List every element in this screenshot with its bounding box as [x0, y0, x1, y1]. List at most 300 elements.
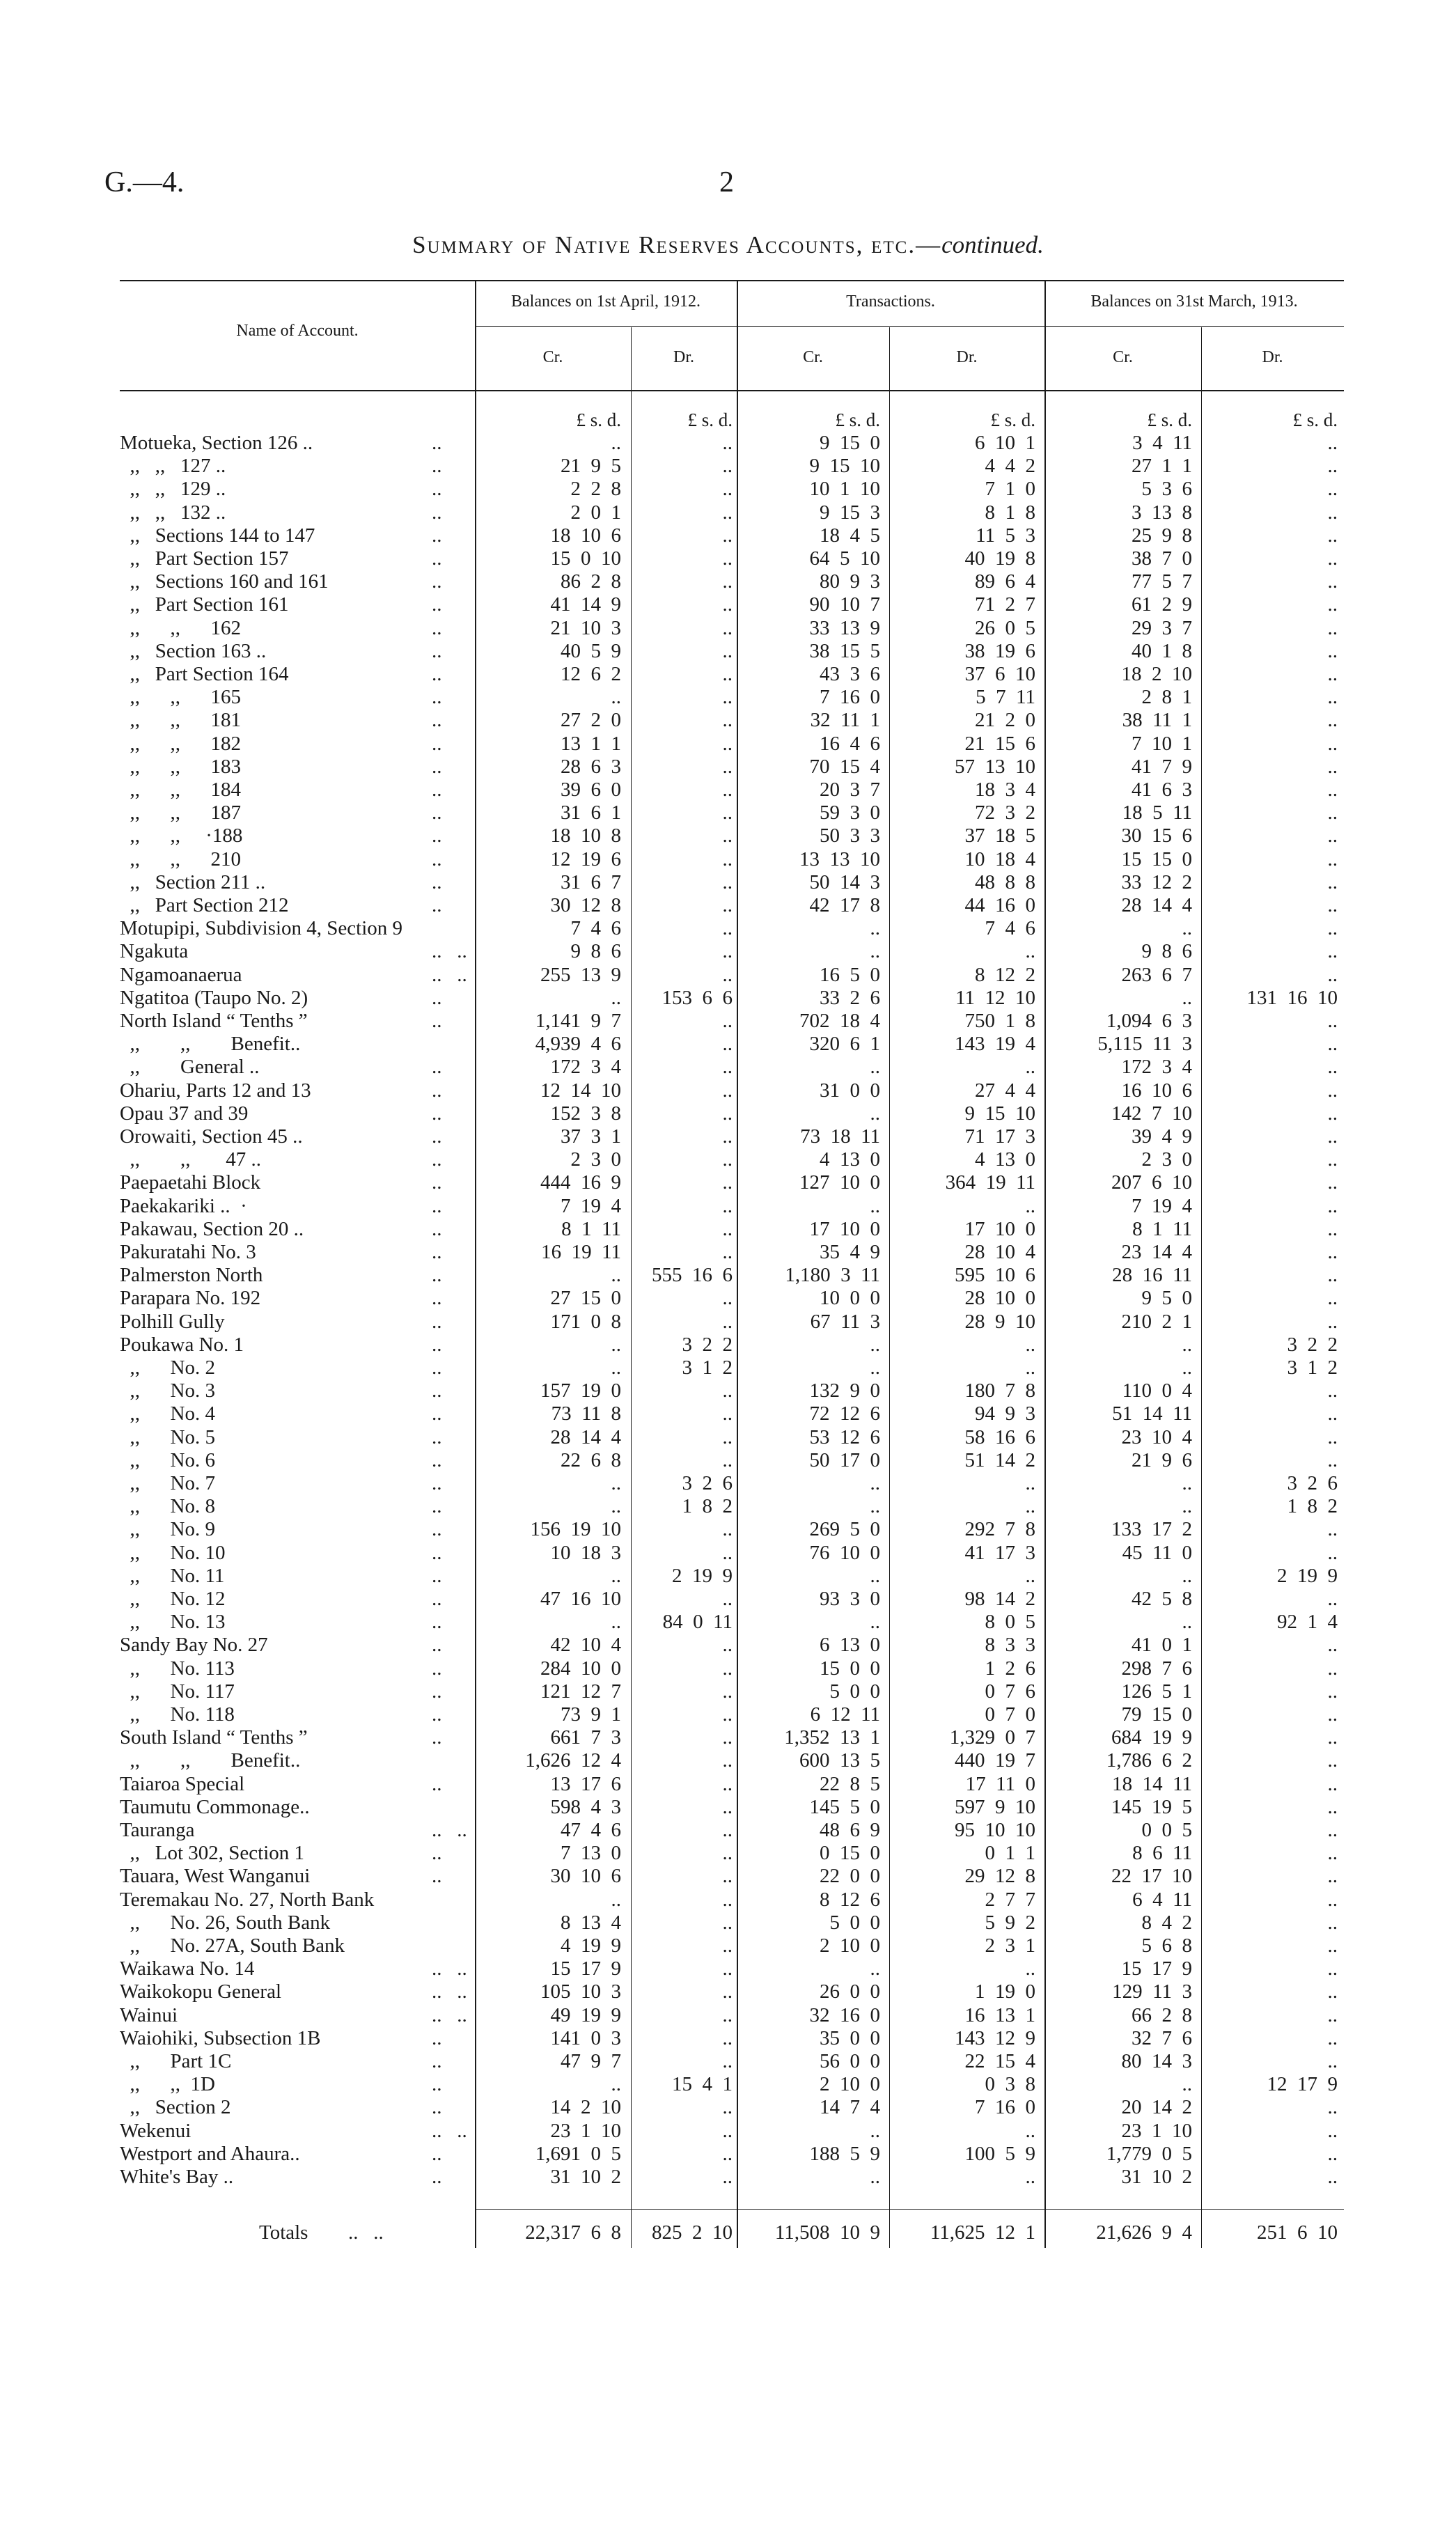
amount-cell: ..: [722, 1542, 733, 1564]
account-name: ,, ,, 165: [120, 686, 241, 708]
amount-cell: ..: [722, 686, 733, 708]
amount-cell: 26 0 0: [820, 1980, 880, 2003]
account-name: Palmerston North: [120, 1264, 263, 1286]
amount-cell: ..: [1025, 1472, 1035, 1494]
amount-cell: 143 12 9: [955, 2027, 1035, 2049]
account-name: ,, ,, 183: [120, 756, 241, 778]
amount-cell: ..: [722, 1033, 733, 1055]
leader-dots: ..: [432, 547, 442, 570]
amount-cell: 6 12 11: [810, 1703, 880, 1726]
account-name: Opau 37 and 39: [120, 1102, 249, 1125]
leader-dots: ..: [432, 733, 442, 755]
amount-cell: 1,329 0 7: [949, 1726, 1035, 1749]
amount-cell: ..: [722, 640, 733, 662]
amount-cell: 11 5 3: [976, 524, 1035, 547]
amount-cell: ..: [722, 824, 733, 847]
amount-cell: 15 17 9: [1121, 1957, 1192, 1980]
amount-cell: 15 4 1: [672, 2073, 733, 2095]
amount-cell: 92 1 4: [1277, 1611, 1338, 1633]
amount-cell: 22 17 10: [1111, 1865, 1192, 1887]
account-name: ,, Part Section 161: [120, 593, 289, 616]
amount-cell: ..: [1327, 1819, 1338, 1841]
amount-cell: ..: [722, 1518, 733, 1540]
account-name: ,, ,, 127 ..: [120, 455, 226, 477]
leader-dots: ..: [432, 663, 442, 685]
amount-cell: 80 14 3: [1121, 2050, 1192, 2072]
opening-dr-heading: Dr.: [673, 348, 694, 366]
amount-cell: 70 15 4: [809, 756, 880, 778]
amount-cell: 0 0 5: [1141, 1819, 1192, 1841]
amount-cell: ..: [1327, 1195, 1338, 1217]
amount-cell: ..: [722, 1889, 733, 1911]
leader-dots: ..: [432, 1426, 442, 1448]
amount-cell: 152 3 8: [550, 1102, 621, 1125]
leader-dots: ..: [432, 432, 442, 454]
amount-cell: 16 5 0: [820, 964, 880, 986]
leader-dots: .. ..: [432, 1980, 467, 2003]
leader-dots: ..: [432, 501, 442, 524]
amount-cell: 4 13 0: [975, 1148, 1035, 1171]
amount-cell: 28 10 4: [964, 1241, 1035, 1263]
amount-cell: 23 1 10: [550, 2120, 621, 2142]
amount-cell: 2 2 8: [570, 478, 621, 500]
amount-cell: 269 5 0: [809, 1518, 880, 1540]
amount-cell: 5 3 6: [1141, 478, 1192, 500]
account-name: ,, No. 13: [120, 1611, 226, 1633]
amount-cell: ..: [1327, 1749, 1338, 1772]
amount-cell: 1,786 6 2: [1106, 1749, 1192, 1772]
amount-cell: ..: [1327, 894, 1338, 916]
amount-cell: 7 4 6: [570, 917, 621, 939]
amount-cell: ..: [611, 2073, 621, 2095]
amount-cell: 3 2 6: [1287, 1472, 1338, 1494]
amount-cell: 18 5 11: [1122, 802, 1192, 824]
leader-dots: .. ..: [432, 2120, 467, 2142]
amount-cell: 8 12 2: [975, 964, 1035, 986]
amount-cell: 4 4 2: [985, 455, 1035, 477]
amount-cell: ..: [1327, 1680, 1338, 1703]
amount-cell: 141 0 3: [550, 2027, 621, 2049]
account-name: ,, No. 117: [120, 1680, 235, 1703]
amount-cell: 4 13 0: [820, 1148, 880, 1171]
leader-dots: ..: [432, 756, 442, 778]
amount-cell: 40 1 8: [1132, 640, 1192, 662]
account-name: Waikawa No. 14: [120, 1957, 255, 1980]
amount-cell: 1,141 9 7: [535, 1010, 621, 1032]
amount-cell: ..: [1327, 2096, 1338, 2118]
amount-cell: ..: [611, 1472, 621, 1494]
amount-cell: 41 7 9: [1132, 756, 1192, 778]
account-name: ,, ,, Benefit..: [120, 1033, 301, 1055]
unit-header: £ s. d.: [1292, 409, 1338, 430]
account-name: ,, ,, 210: [120, 848, 241, 870]
account-name: Wekenui: [120, 2120, 191, 2142]
unit-header: £ s. d.: [990, 409, 1035, 430]
total-amount-cell: 11,625 12 1: [930, 2221, 1035, 2244]
leader-dots: .. ..: [432, 1819, 467, 1841]
amount-cell: 156 19 10: [530, 1518, 621, 1540]
account-name: Poukawa No. 1: [120, 1334, 244, 1356]
amount-cell: ..: [722, 1449, 733, 1471]
amount-cell: ..: [722, 1195, 733, 1217]
account-name: Tauara, West Wanganui: [120, 1865, 311, 1887]
amount-cell: 5 0 0: [829, 1912, 880, 1934]
amount-cell: ..: [1327, 432, 1338, 454]
amount-cell: 100 5 9: [964, 2143, 1035, 2165]
amount-cell: ..: [722, 1171, 733, 1194]
account-name: ,, ,, 132 ..: [120, 501, 226, 524]
amount-cell: ..: [1025, 1495, 1035, 1517]
amount-cell: 21 2 0: [975, 709, 1035, 731]
amount-cell: ..: [722, 1634, 733, 1656]
amount-cell: 56 0 0: [820, 2050, 880, 2072]
amount-cell: 1,691 0 5: [535, 2143, 621, 2165]
amount-cell: 89 6 4: [975, 570, 1035, 593]
amount-cell: 2 19 9: [672, 1565, 733, 1587]
amount-cell: 9 15 3: [820, 501, 880, 524]
amount-cell: ..: [722, 917, 733, 939]
amount-cell: ..: [1327, 1842, 1338, 1864]
amount-cell: 1,626 12 4: [525, 1749, 621, 1772]
amount-cell: 298 7 6: [1121, 1657, 1192, 1680]
transactions-heading: Transactions.: [846, 292, 935, 311]
leader-dots: ..: [432, 1171, 442, 1194]
amount-cell: ..: [722, 1749, 733, 1772]
account-name: ,, Part 1C: [120, 2050, 232, 2072]
leader-dots: ..: [432, 848, 442, 870]
amount-cell: ..: [1327, 940, 1338, 962]
amount-cell: ..: [1327, 1379, 1338, 1402]
account-name: ,, General ..: [120, 1056, 260, 1078]
amount-cell: 3 2 2: [1287, 1334, 1338, 1356]
amount-cell: ..: [722, 802, 733, 824]
amount-cell: 129 11 3: [1112, 1980, 1192, 2003]
amount-cell: 43 3 6: [820, 663, 880, 685]
amount-cell: 5 7 11: [976, 686, 1035, 708]
amount-cell: 8 1 8: [985, 501, 1035, 524]
amount-cell: 13 17 6: [550, 1773, 621, 1795]
amount-cell: 17 11 0: [965, 1773, 1035, 1795]
leader-dots: ..: [432, 2096, 442, 2118]
closing-balance-heading: Balances on 31st March, 1913.: [1090, 292, 1298, 311]
leader-dots: ..: [432, 987, 442, 1009]
amount-cell: ..: [722, 1842, 733, 1864]
opening-balance-heading: Balances on 1st April, 1912.: [511, 292, 700, 311]
account-name: Paekakariki .. ·: [120, 1195, 247, 1217]
amount-cell: ..: [870, 1334, 880, 1356]
amount-cell: ..: [1327, 1542, 1338, 1564]
amount-cell: 5 6 8: [1141, 1934, 1192, 1957]
leader-dots: ..: [432, 779, 442, 801]
amount-cell: 9 15 0: [820, 432, 880, 454]
leader-dots: ..: [432, 686, 442, 708]
account-name: ,, No. 118: [120, 1703, 235, 1726]
amount-cell: 142 7 10: [1111, 1102, 1192, 1125]
amount-cell: 0 7 0: [985, 1703, 1035, 1726]
amount-cell: ..: [1182, 1495, 1192, 1517]
transactions-cr-heading: Cr.: [803, 348, 823, 366]
amount-cell: 71 17 3: [964, 1125, 1035, 1148]
amount-cell: 364 19 11: [945, 1171, 1035, 1194]
amount-cell: 702 18 4: [799, 1010, 880, 1032]
amount-cell: 2 7 7: [985, 1889, 1035, 1911]
amount-cell: 1 19 0: [975, 1980, 1035, 2003]
amount-cell: 42 5 8: [1132, 1588, 1192, 1610]
amount-cell: 41 0 1: [1132, 1634, 1192, 1656]
account-name: Waikokopu General: [120, 1980, 281, 2003]
amount-cell: ..: [722, 1773, 733, 1795]
amount-cell: ..: [722, 1657, 733, 1680]
account-name: ,, Sections 144 to 147: [120, 524, 315, 547]
leader-dots: ..: [432, 1518, 442, 1540]
page-title: [0, 231, 1456, 259]
group-header-rule: [475, 326, 1344, 327]
amount-cell: 9 5 0: [1141, 1287, 1192, 1309]
amount-cell: 84 0 11: [662, 1611, 733, 1633]
amount-cell: ..: [870, 1102, 880, 1125]
account-name: ,, Part Section 164: [120, 663, 289, 685]
amount-cell: 4,939 4 6: [535, 1033, 621, 1055]
amount-cell: ..: [1182, 1611, 1192, 1633]
amount-cell: ..: [722, 432, 733, 454]
leader-dots: ..: [432, 1472, 442, 1494]
account-name: ,, ,, ·188: [120, 824, 243, 847]
amount-cell: 21 15 6: [964, 733, 1035, 755]
total-amount-cell: 251 6 10: [1257, 2221, 1338, 2244]
account-name: North Island “ Tenths ”: [120, 1010, 308, 1032]
leader-dots: ..: [432, 2027, 442, 2049]
amount-cell: 2 3 0: [570, 1148, 621, 1171]
amount-cell: 22 0 0: [820, 1865, 880, 1887]
account-name: ,, Section 211 ..: [120, 871, 266, 893]
amount-cell: ..: [1025, 1565, 1035, 1587]
account-name: Ohariu, Parts 12 and 13: [120, 1079, 311, 1102]
document-code: G.—4.: [104, 166, 185, 198]
amount-cell: ..: [1327, 593, 1338, 616]
amount-cell: ..: [722, 1957, 733, 1980]
amount-cell: 21 9 5: [561, 455, 621, 477]
amount-cell: ..: [1327, 917, 1338, 939]
amount-cell: ..: [722, 1010, 733, 1032]
amount-cell: 32 16 0: [809, 2004, 880, 2026]
amount-cell: 15 0 0: [820, 1657, 880, 1680]
amount-cell: 1,094 6 3: [1106, 1010, 1192, 1032]
amount-cell: 22 15 4: [964, 2050, 1035, 2072]
amount-cell: ..: [1025, 2166, 1035, 2188]
amount-cell: 18 3 4: [975, 779, 1035, 801]
amount-cell: 28 14 4: [1121, 894, 1192, 916]
amount-cell: 40 19 8: [964, 547, 1035, 570]
amount-cell: ..: [1327, 1912, 1338, 1934]
amount-cell: ..: [722, 1379, 733, 1402]
leader-dots: .. ..: [432, 964, 467, 986]
amount-cell: ..: [1025, 1957, 1035, 1980]
amount-cell: ..: [1327, 570, 1338, 593]
amount-cell: 143 19 4: [955, 1033, 1035, 1055]
amount-cell: ..: [1327, 617, 1338, 639]
amount-cell: 8 1 11: [561, 1218, 621, 1240]
leader-dots: .. ..: [432, 2004, 467, 2026]
amount-cell: ..: [1025, 1357, 1035, 1379]
account-name: ,, No. 3: [120, 1379, 215, 1402]
amount-cell: 9 15 10: [964, 1102, 1035, 1125]
amount-cell: 8 6 11: [1132, 1842, 1192, 1864]
amount-cell: 20 14 2: [1121, 2096, 1192, 2118]
amount-cell: 48 8 8: [975, 871, 1035, 893]
transactions-dr-heading: Dr.: [956, 348, 978, 366]
amount-cell: 98 14 2: [964, 1588, 1035, 1610]
account-name: ,, ,, 182: [120, 733, 241, 755]
amount-cell: ..: [1327, 1957, 1338, 1980]
amount-cell: 2 3 0: [1141, 1148, 1192, 1171]
closing-cr-heading: Cr.: [1113, 348, 1133, 366]
amount-cell: 10 18 4: [964, 848, 1035, 870]
amount-cell: 90 10 7: [809, 593, 880, 616]
amount-cell: 157 19 0: [540, 1379, 621, 1402]
leader-dots: ..: [432, 1634, 442, 1656]
amount-cell: ..: [1327, 1980, 1338, 2003]
amount-cell: 9 8 6: [570, 940, 621, 962]
amount-cell: 67 11 3: [810, 1311, 880, 1333]
account-name: ,, ,, 181: [120, 709, 241, 731]
amount-cell: ..: [1025, 2120, 1035, 2142]
amount-cell: 131 16 10: [1246, 987, 1338, 1009]
amount-cell: 20 3 7: [820, 779, 880, 801]
amount-cell: ..: [1327, 478, 1338, 500]
amount-cell: 27 4 4: [975, 1079, 1035, 1102]
amount-cell: 53 12 6: [809, 1426, 880, 1448]
amount-cell: 255 13 9: [540, 964, 621, 986]
amount-cell: 26 0 5: [975, 617, 1035, 639]
amount-cell: 41 17 3: [964, 1542, 1035, 1564]
amount-cell: ..: [870, 917, 880, 939]
amount-cell: 188 5 9: [809, 2143, 880, 2165]
account-name: South Island “ Tenths ”: [120, 1726, 308, 1749]
amount-cell: ..: [870, 2166, 880, 2188]
amount-cell: ..: [1327, 1171, 1338, 1194]
amount-cell: ..: [1327, 1865, 1338, 1887]
amount-cell: 27 2 0: [561, 709, 621, 731]
amount-cell: 31 6 7: [561, 871, 621, 893]
amount-cell: 2 0 1: [570, 501, 621, 524]
amount-cell: ..: [1327, 1634, 1338, 1656]
leader-dots: ..: [432, 1079, 442, 1102]
amount-cell: 3 2 6: [682, 1472, 733, 1494]
total-amount-cell: 11,508 10 9: [774, 2221, 880, 2244]
amount-cell: ..: [1327, 709, 1338, 731]
amount-cell: ..: [1327, 1934, 1338, 1957]
amount-cell: ..: [1327, 871, 1338, 893]
account-name: Ngatitoa (Taupo No. 2): [120, 987, 308, 1009]
amount-cell: 121 12 7: [540, 1680, 621, 1703]
amount-cell: 71 2 7: [975, 593, 1035, 616]
amount-cell: 30 15 6: [1121, 824, 1192, 847]
amount-cell: 38 11 1: [1122, 709, 1192, 731]
amount-cell: 12 14 10: [540, 1079, 621, 1102]
account-name: ,, ,, 187: [120, 802, 241, 824]
amount-cell: ..: [1327, 1079, 1338, 1102]
amount-cell: 73 9 1: [561, 1703, 621, 1726]
account-name: Orowaiti, Section 45 ..: [120, 1125, 303, 1148]
amount-cell: ..: [1327, 756, 1338, 778]
amount-cell: 320 6 1: [809, 1033, 880, 1055]
amount-cell: ..: [1327, 1657, 1338, 1680]
account-name: Parapara No. 192: [120, 1287, 261, 1309]
amount-cell: ..: [1327, 2120, 1338, 2142]
amount-cell: 2 10 0: [820, 1934, 880, 1957]
amount-cell: 39 4 9: [1132, 1125, 1192, 1148]
amount-cell: ..: [722, 455, 733, 477]
amount-cell: ..: [870, 1495, 880, 1517]
amount-cell: 684 19 9: [1111, 1726, 1192, 1749]
amount-cell: 33 13 9: [809, 617, 880, 639]
account-name: ,, No. 7: [120, 1472, 215, 1494]
amount-cell: 1,180 3 11: [785, 1264, 880, 1286]
amount-cell: ..: [1327, 1703, 1338, 1726]
leader-dots: ..: [432, 1102, 442, 1125]
amount-cell: ..: [1327, 1218, 1338, 1240]
amount-cell: 2 10 0: [820, 2073, 880, 2095]
amount-cell: ..: [1327, 1449, 1338, 1471]
amount-cell: ..: [722, 2143, 733, 2165]
amount-cell: ..: [1182, 1472, 1192, 1494]
amount-cell: 64 5 10: [809, 547, 880, 570]
account-name: ,, No. 4: [120, 1402, 215, 1425]
account-name: ,, ,, 129 ..: [120, 478, 226, 500]
amount-cell: ..: [1327, 1102, 1338, 1125]
amount-cell: 28 9 10: [964, 1311, 1035, 1333]
leader-dots: ..: [432, 1287, 442, 1309]
account-name: ,, No. 6: [120, 1449, 215, 1471]
amount-cell: 29 12 8: [964, 1865, 1035, 1887]
leader-dots: ..: [432, 1241, 442, 1263]
amount-cell: 41 14 9: [550, 593, 621, 616]
account-name: Tauranga: [120, 1819, 195, 1841]
amount-cell: 6 4 11: [1132, 1889, 1192, 1911]
amount-cell: ..: [1327, 1056, 1338, 1078]
amount-cell: 32 11 1: [810, 709, 880, 731]
account-name: ,, No. 113: [120, 1657, 235, 1680]
amount-cell: ..: [1327, 2004, 1338, 2026]
leader-dots: ..: [432, 709, 442, 731]
amount-cell: ..: [1327, 640, 1338, 662]
amount-cell: ..: [1025, 940, 1035, 962]
amount-cell: ..: [722, 1056, 733, 1078]
amount-cell: ..: [722, 1726, 733, 1749]
amount-cell: 14 7 4: [820, 2096, 880, 2118]
amount-cell: 5,115 11 3: [1097, 1033, 1192, 1055]
amount-cell: 133 17 2: [1111, 1518, 1192, 1540]
leader-dots: ..: [432, 1125, 442, 1148]
amount-cell: 661 7 3: [550, 1726, 621, 1749]
amount-cell: ..: [722, 1819, 733, 1841]
leader-dots: ..: [432, 1703, 442, 1726]
account-name: ,, No. 10: [120, 1542, 226, 1564]
account-name: Wainui: [120, 2004, 178, 2026]
amount-cell: ..: [1327, 2027, 1338, 2049]
amount-cell: 30 10 6: [550, 1865, 621, 1887]
leader-dots: ..: [432, 1773, 442, 1795]
leader-dots: ..: [432, 570, 442, 593]
amount-cell: 0 3 8: [985, 2073, 1035, 2095]
amount-cell: 13 1 1: [561, 733, 621, 755]
amount-cell: 30 12 8: [550, 894, 621, 916]
amount-cell: 17 10 0: [809, 1218, 880, 1240]
account-name: ,, No. 9: [120, 1518, 215, 1540]
account-name: Polhill Gully: [120, 1311, 225, 1333]
amount-cell: 61 2 9: [1132, 593, 1192, 616]
amount-cell: 45 11 0: [1122, 1542, 1192, 1564]
